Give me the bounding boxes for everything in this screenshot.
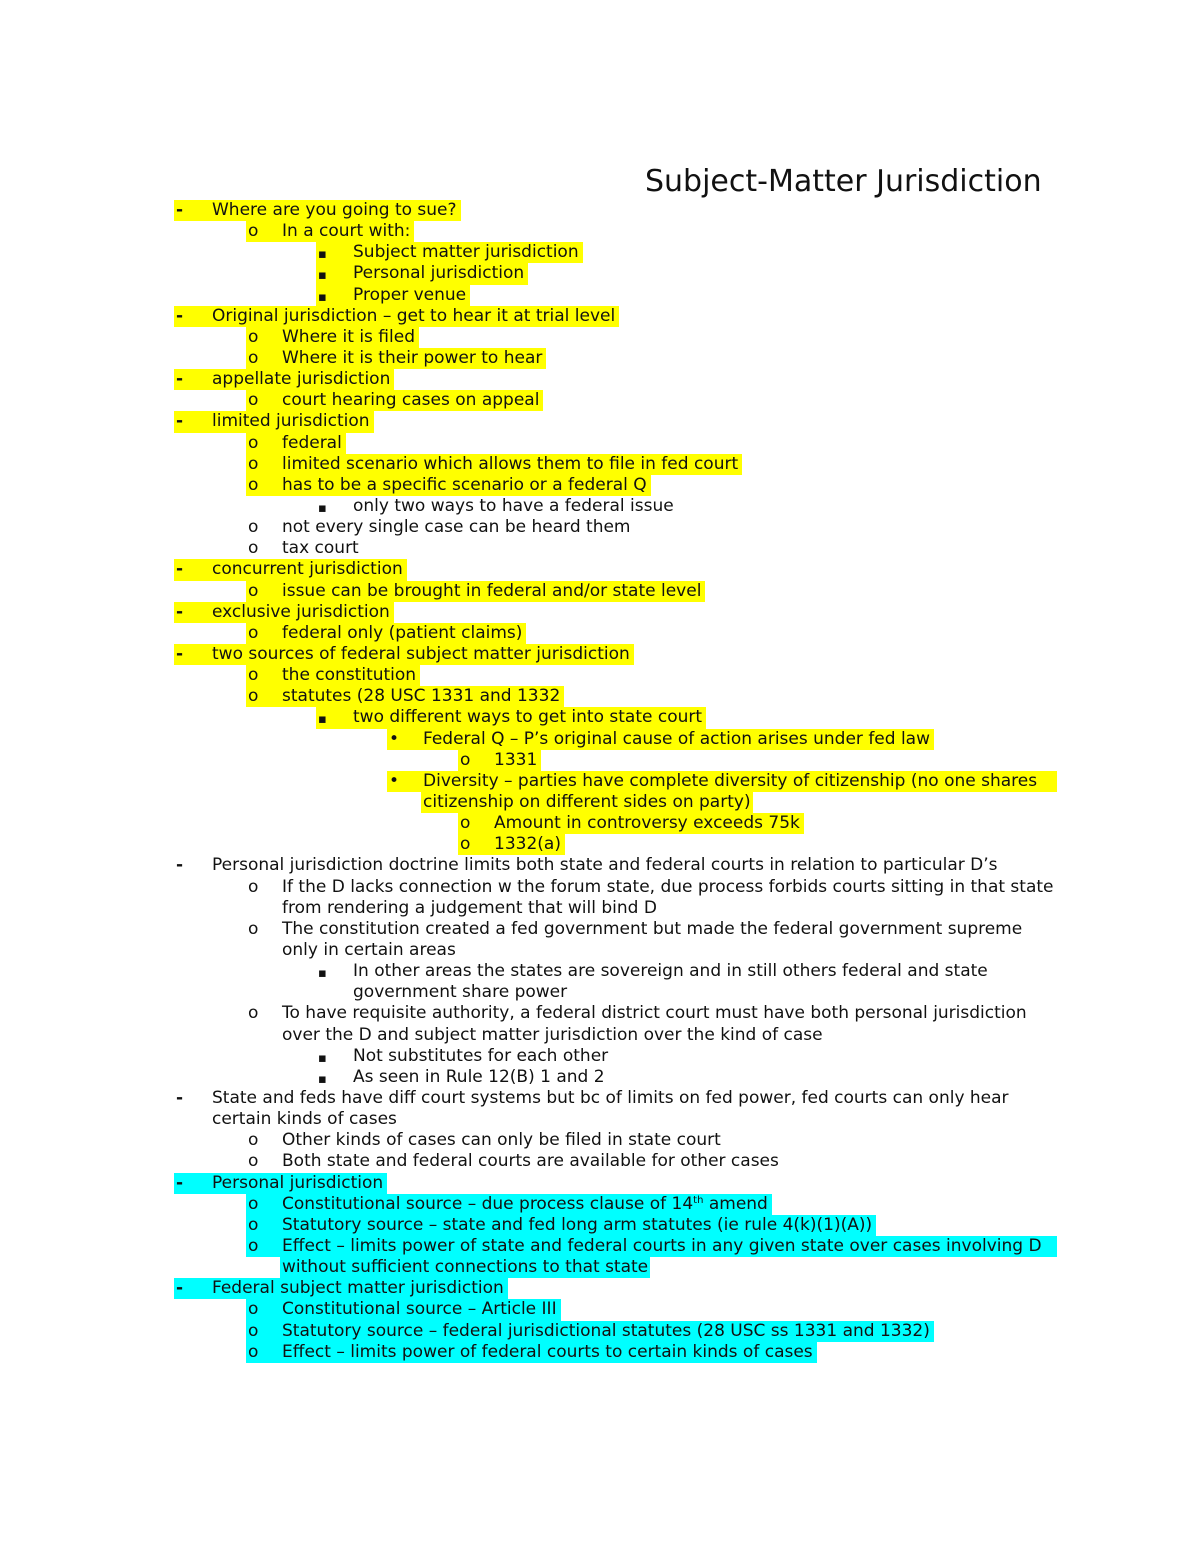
bullet-marker: ▪ [318,268,327,284]
item-text: To have requisite authority, a federal district court must have both personal jurisdiction over the D and subject matter jurisdiction over the kind of case [282,1003,1027,1045]
outline-item [0,285,1200,306]
outline-item [0,1067,1200,1088]
outline-item [0,411,1200,432]
bullet-marker: ▪ [318,1071,327,1087]
item-text: appellate jurisdiction [212,369,391,390]
item-text: 1331 [494,749,538,770]
item-text: Not substitutes for each other [353,1045,609,1066]
item-text [282,1194,768,1215]
item-text: Where are you going to sue? [212,200,457,220]
item-text-part: Constitutional source – due process clause of 14 [282,1193,694,1214]
item-text: issue can be brought in federal and/or state level [282,580,702,601]
item-text: Statutory source – federal jurisdictional statutes (28 USC ss 1331 and 1332) [282,1320,930,1341]
item-text: tax court [282,538,359,559]
bullet-marker: ▪ [318,500,327,516]
bullet-marker: - [176,643,184,664]
outline-item [0,602,1200,623]
item-text: The constitution created a fed government but made the federal government supreme only in certain areas [282,918,1023,960]
outline-item [0,1342,1200,1363]
outline-item [0,665,1200,686]
document-title: Subject-Matter Jurisdiction [645,164,1042,199]
item-text: federal [282,432,342,453]
bullet-marker: o [460,813,471,834]
item-text: Subject matter jurisdiction [353,242,579,263]
outline-item [0,623,1200,644]
item-text: In other areas the states are sovereign and in still others federal and state government share power [353,961,988,1003]
bullet-marker: o [248,538,259,559]
outline-item [0,433,1200,454]
outline-item [0,1215,1200,1236]
outline-item [0,517,1200,538]
item-text: If the D lacks connection w the forum state, due process forbids courts sitting in that state from rendering a judgement that will bind D [282,876,1054,918]
bullet-marker: o [248,1320,259,1341]
bullet-marker: o [248,1151,259,1172]
outline-item [0,306,1200,327]
bullet-marker: o [248,1193,259,1214]
bullet-marker: • [389,770,400,791]
outline-item [0,200,1200,221]
item-text: Other kinds of cases can only be filed in state court [282,1130,721,1151]
item-text: two sources of federal subject matter jurisdiction [212,643,630,664]
outline-item [0,1173,1200,1194]
item-text: Constitutional source – Article III [282,1299,557,1320]
outline-item [0,454,1200,475]
outline-item [0,1299,1200,1320]
item-text: limited jurisdiction [212,411,370,432]
item-text: Federal Q – P’s original cause of action arises under fed law [423,728,931,749]
item-text: Where it is their power to hear [282,347,543,368]
bullet-marker: o [248,221,259,242]
bullet-marker: o [248,1130,259,1151]
bullet-marker: o [248,347,259,368]
outline-item [0,813,1200,834]
bullet-marker: o [248,453,259,474]
bullet-marker: o [248,390,259,411]
bullet-marker: ▪ [318,712,327,728]
bullet-marker: ▪ [318,966,327,982]
item-text: Personal jurisdiction [353,263,525,284]
outline-item [0,1321,1200,1342]
outline-item [0,263,1200,284]
item-text: Both state and federal courts are available for other cases [282,1151,779,1172]
outline-item [0,1194,1200,1215]
item-text: As seen in Rule 12(B) 1 and 2 [353,1066,605,1087]
item-text: limited scenario which allows them to file in fed court [282,453,739,474]
bullet-marker: - [176,305,184,326]
outline-item [0,644,1200,665]
outline-item [0,1130,1200,1151]
outline-item [0,750,1200,771]
item-text: Where it is filed [282,326,415,347]
outline-item [0,877,1200,919]
bullet-marker: - [176,559,184,580]
outline-item [0,242,1200,263]
item-text: 1332(a) [494,834,561,855]
bullet-marker: • [389,728,400,749]
outline-item [0,369,1200,390]
outline-item [0,1151,1200,1172]
bullet-marker: o [248,432,259,453]
outline-item [0,1003,1200,1045]
bullet-marker: o [248,1003,259,1024]
item-text: two different ways to get into state court [353,707,703,728]
outline-item [0,348,1200,369]
outline-item [0,581,1200,602]
bullet-marker: o [248,474,259,495]
outline-item [0,729,1200,750]
bullet-marker: o [248,622,259,643]
bullet-marker: o [248,918,259,939]
item-text: has to be a specific scenario or a federal Q [282,474,647,495]
item-text: Amount in controversy exceeds 75k [494,813,800,834]
item-text: Original jurisdiction – get to hear it at trial level [212,305,616,326]
outline-item [0,559,1200,580]
superscript: th [693,1194,704,1206]
item-text: concurrent jurisdiction [212,559,403,580]
item-text: the constitution [282,665,417,686]
bullet-marker: o [248,517,259,538]
item-text: court hearing cases on appeal [282,390,540,411]
outline-item [0,538,1200,559]
bullet-marker: ▪ [318,1050,327,1066]
outline-item [0,771,1200,813]
bullet-marker: - [176,369,184,390]
item-text: federal only (patient claims) [282,622,523,643]
item-text: exclusive jurisdiction [212,601,390,622]
outline-item [0,1236,1200,1278]
item-text-part: amend [703,1193,768,1214]
bullet-marker: o [248,1299,259,1320]
bullet-marker: o [248,686,259,707]
item-text: Proper venue [353,284,467,305]
bullet-marker: - [176,1278,184,1299]
bullet-marker: - [176,1087,184,1108]
outline-item [0,221,1200,242]
bullet-marker: o [248,1214,259,1235]
bullet-marker: - [176,855,184,876]
outline-item [0,919,1200,961]
outline-item [0,496,1200,517]
bullet-marker: - [176,1172,184,1193]
bullet-marker: o [248,580,259,601]
bullet-marker: o [248,876,259,897]
outline-item [0,390,1200,411]
outline-item [0,1088,1200,1130]
outline-item [0,834,1200,855]
outline-item [0,1278,1200,1299]
outline-list [0,200,1200,1363]
bullet-marker: o [248,665,259,686]
item-text: statutes (28 USC 1331 and 1332 [282,686,561,707]
bullet-marker: - [176,411,184,432]
item-text: Federal subject matter jurisdiction [212,1278,504,1299]
item-text: Diversity – parties have complete diversity of citizenship (no one shares citizenship on different sides on party) [423,770,1038,812]
item-text: Personal jurisdiction [212,1172,384,1193]
bullet-marker: o [460,834,471,855]
item-text: In a court with: [282,221,411,242]
bullet-marker: - [176,601,184,622]
bullet-marker: o [460,749,471,770]
bullet-marker: o [248,326,259,347]
item-text: not every single case can be heard them [282,517,631,538]
item-text: Effect – limits power of state and federal courts in any given state over cases involving D without sufficient connections to that state [282,1235,1042,1278]
outline-item [0,686,1200,707]
outline-item [0,855,1200,876]
item-text: Effect – limits power of federal courts to certain kinds of cases [282,1341,813,1362]
outline-item [0,961,1200,1003]
outline-item [0,475,1200,496]
bullet-marker: ▪ [318,289,327,305]
item-text: State and feds have diff court systems but bc of limits on fed power, fed courts can only hear certain kinds of cases [212,1087,1009,1130]
outline-item [0,327,1200,348]
bullet-marker: o [248,1341,259,1362]
item-text: Statutory source – state and fed long arm statutes (ie rule 4(k)(1)(A)) [282,1214,873,1235]
bullet-marker: o [248,1235,259,1256]
bullet-marker: ▪ [318,247,327,263]
item-text: Personal jurisdiction doctrine limits both state and federal courts in relation to particular D’s [212,855,998,876]
item-text: only two ways to have a federal issue [353,495,674,516]
outline-item [0,1046,1200,1067]
bullet-marker: - [176,200,184,220]
outline-item [0,707,1200,728]
